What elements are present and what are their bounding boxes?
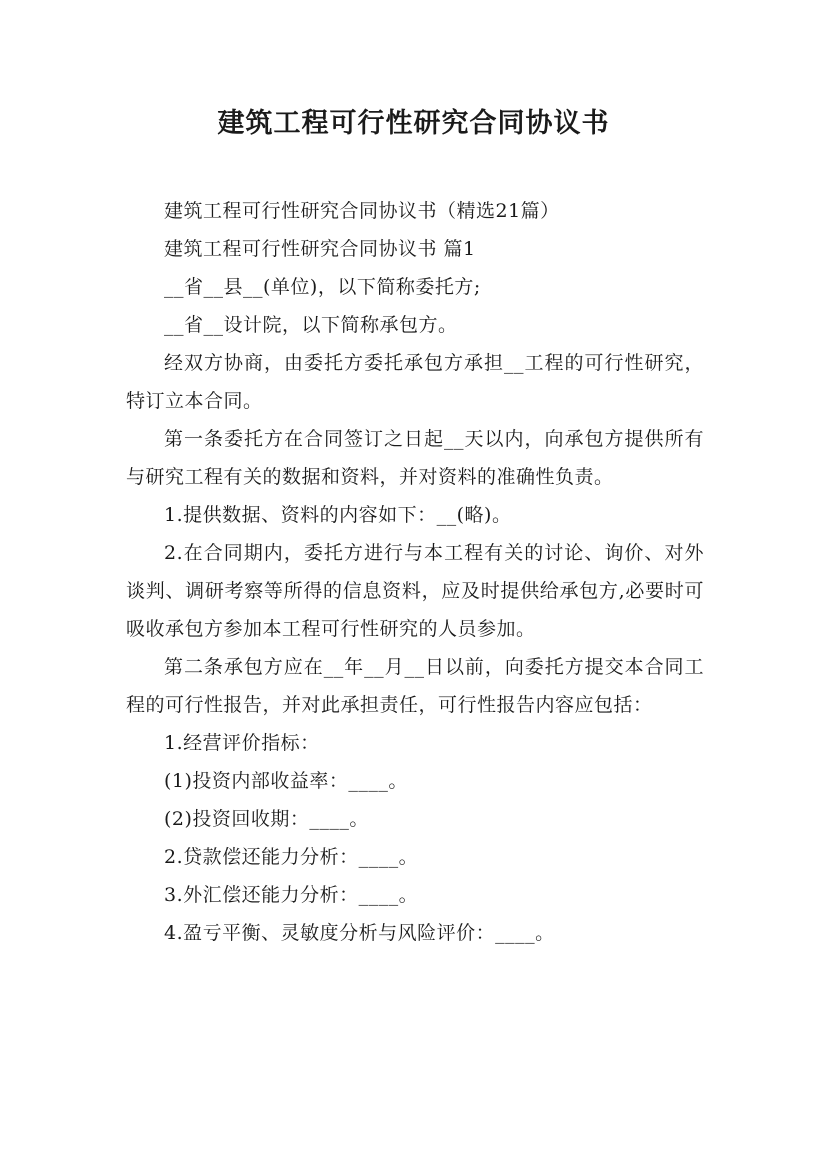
- paragraph: __省__县__(单位)，以下简称委托方;: [164, 276, 481, 298]
- paragraph: 1.经营评价指标：: [164, 732, 320, 754]
- paragraph: 2.在合同期内，委托方进行与本工程有关的讨论、询价、对外谈判、调研考察等所得的信息资料，应及时提供给承包方,必要时可吸收承包方参加本工程可行性研究的人员参加。: [126, 542, 704, 640]
- paragraph: (2)投资回收期：____。: [164, 808, 369, 830]
- paragraph: (1)投资内部收益率：____。: [164, 770, 408, 792]
- paragraph: 建筑工程可行性研究合同协议书 篇1: [164, 238, 476, 260]
- paragraph: 经双方协商，由委托方委托承包方承担__工程的可行性研究，特订立本合同。: [126, 352, 704, 412]
- paragraph: 第一条委托方在合同签订之日起__天以内，向承包方提供所有与研究工程有关的数据和资料，并对资料的准确性负责。: [126, 428, 704, 488]
- paragraph: 1.提供数据、资料的内容如下：__(略)。: [164, 504, 512, 526]
- paragraph: 4.盈亏平衡、灵敏度分析与风险评价：____。: [164, 922, 555, 944]
- document-title: 建筑工程可行性研究合同协议书: [217, 108, 610, 139]
- paragraph: __省__设计院，以下简称承包方。: [164, 314, 458, 336]
- paragraph: 3.外汇偿还能力分析：____。: [164, 884, 419, 906]
- paragraph: 第二条承包方应在__年__月__日以前，向委托方提交本合同工程的可行性报告，并对此承担责任，可行性报告内容应包括：: [126, 656, 704, 716]
- document-body: [126, 192, 704, 952]
- paragraph: 建筑工程可行性研究合同协议书（精选21篇）: [164, 200, 560, 222]
- paragraph: 2.贷款偿还能力分析：____。: [164, 846, 419, 868]
